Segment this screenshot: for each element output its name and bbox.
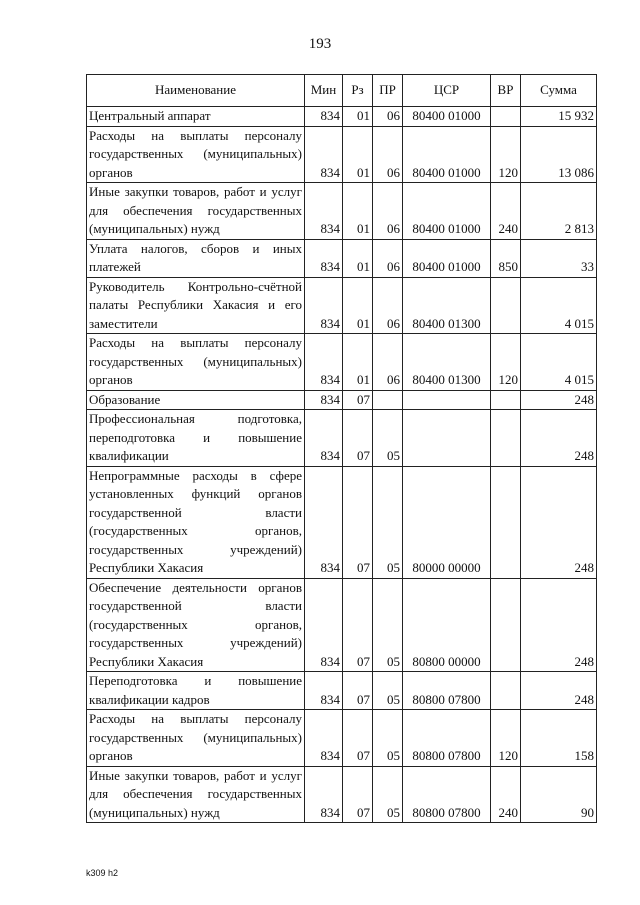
table-row: [87, 390, 597, 410]
cell-sum: 15 932: [521, 107, 597, 127]
cell-min: 834: [305, 410, 343, 467]
cell-csr: 80800 00000: [403, 578, 491, 672]
cell-min: 834: [305, 766, 343, 823]
cell-vr: 850: [491, 239, 521, 277]
cell-name: Переподготовка и повышение квалификации кадров: [87, 672, 305, 710]
cell-pr: 06: [373, 126, 403, 183]
header-name: Наименование: [87, 75, 305, 107]
cell-rz: 01: [343, 334, 373, 391]
cell-vr: [491, 672, 521, 710]
footer-code: k309 h2: [86, 868, 119, 878]
cell-csr: 80400 01300: [403, 334, 491, 391]
cell-vr: 120: [491, 126, 521, 183]
cell-csr: [403, 390, 491, 410]
cell-name: Уплата налогов, сборов и иных платежей: [87, 239, 305, 277]
cell-rz: 07: [343, 390, 373, 410]
cell-pr: 05: [373, 672, 403, 710]
cell-pr: 05: [373, 766, 403, 823]
cell-min: 834: [305, 710, 343, 767]
cell-sum: 13 086: [521, 126, 597, 183]
cell-vr: [491, 277, 521, 334]
cell-pr: 05: [373, 710, 403, 767]
cell-pr: 06: [373, 334, 403, 391]
cell-pr: 06: [373, 183, 403, 240]
cell-name: Расходы на выплаты персоналу государственных (муниципальных) органов: [87, 710, 305, 767]
header-csr: ЦСР: [403, 75, 491, 107]
cell-name: Расходы на выплаты персоналу государственных (муниципальных) органов: [87, 334, 305, 391]
table-row: [87, 334, 597, 391]
cell-csr: 80400 01000: [403, 183, 491, 240]
cell-csr: 80400 01000: [403, 239, 491, 277]
cell-sum: 248: [521, 410, 597, 467]
cell-min: 834: [305, 183, 343, 240]
cell-name: Иные закупки товаров, работ и услуг для обеспечения государственных (муниципальных) нужд: [87, 183, 305, 240]
cell-vr: 120: [491, 334, 521, 391]
cell-min: 834: [305, 466, 343, 578]
cell-vr: [491, 107, 521, 127]
cell-pr: 06: [373, 239, 403, 277]
cell-sum: 248: [521, 672, 597, 710]
cell-rz: 07: [343, 710, 373, 767]
header-min: Мин: [305, 75, 343, 107]
cell-name: Обеспечение деятельности органов государственной власти (государственных органов, государственных учреждений) Республики Хакасия: [87, 578, 305, 672]
cell-min: 834: [305, 390, 343, 410]
header-rz: Рз: [343, 75, 373, 107]
cell-sum: 248: [521, 466, 597, 578]
budget-table: [86, 74, 597, 823]
cell-sum: 158: [521, 710, 597, 767]
table-row: [87, 107, 597, 127]
cell-pr: 05: [373, 410, 403, 467]
cell-name: Расходы на выплаты персоналу государственных (муниципальных) органов: [87, 126, 305, 183]
table-row: [87, 766, 597, 823]
cell-rz: 01: [343, 239, 373, 277]
cell-sum: 4 015: [521, 334, 597, 391]
table-row: [87, 578, 597, 672]
cell-min: 834: [305, 578, 343, 672]
cell-vr: [491, 390, 521, 410]
page-number: 193: [308, 36, 332, 52]
cell-pr: 06: [373, 107, 403, 127]
cell-csr: [403, 410, 491, 467]
cell-csr: 80400 01000: [403, 126, 491, 183]
cell-pr: 05: [373, 466, 403, 578]
table-row: [87, 710, 597, 767]
cell-vr: 120: [491, 710, 521, 767]
cell-csr: 80800 07800: [403, 672, 491, 710]
cell-rz: 01: [343, 107, 373, 127]
cell-rz: 07: [343, 766, 373, 823]
header-pr: ПР: [373, 75, 403, 107]
cell-csr: 80800 07800: [403, 766, 491, 823]
cell-rz: 07: [343, 466, 373, 578]
table-row: [87, 466, 597, 578]
cell-rz: 07: [343, 410, 373, 467]
cell-sum: 33: [521, 239, 597, 277]
cell-min: 834: [305, 239, 343, 277]
cell-name: Профессиональная подготовка, переподготовка и повышение квалификации: [87, 410, 305, 467]
table-row: [87, 239, 597, 277]
header-sum: Сумма: [521, 75, 597, 107]
cell-name: Образование: [87, 390, 305, 410]
header-vr: ВР: [491, 75, 521, 107]
cell-rz: 07: [343, 578, 373, 672]
cell-rz: 07: [343, 672, 373, 710]
table-row: [87, 410, 597, 467]
cell-min: 834: [305, 334, 343, 391]
cell-rz: 01: [343, 126, 373, 183]
cell-pr: 05: [373, 578, 403, 672]
cell-sum: 4 015: [521, 277, 597, 334]
cell-rz: 01: [343, 183, 373, 240]
cell-csr: 80000 00000: [403, 466, 491, 578]
cell-pr: 06: [373, 277, 403, 334]
cell-vr: 240: [491, 183, 521, 240]
table-header-row: [87, 75, 597, 107]
table-row: [87, 183, 597, 240]
cell-min: 834: [305, 672, 343, 710]
table-row: [87, 672, 597, 710]
cell-sum: 2 813: [521, 183, 597, 240]
cell-name: Иные закупки товаров, работ и услуг для обеспечения государственных (муниципальных) нужд: [87, 766, 305, 823]
table-body: [87, 107, 597, 823]
cell-csr: 80400 01300: [403, 277, 491, 334]
cell-csr: 80400 01000: [403, 107, 491, 127]
cell-vr: [491, 410, 521, 467]
cell-name: Непрограммные расходы в сфере установленных функций органов государственной власти (государственных органов, государственных учреждений) Республики Хакасия: [87, 466, 305, 578]
cell-name: Центральный аппарат: [87, 107, 305, 127]
cell-vr: 240: [491, 766, 521, 823]
cell-vr: [491, 578, 521, 672]
cell-min: 834: [305, 277, 343, 334]
cell-rz: 01: [343, 277, 373, 334]
cell-sum: 248: [521, 390, 597, 410]
cell-min: 834: [305, 107, 343, 127]
cell-sum: 90: [521, 766, 597, 823]
cell-pr: [373, 390, 403, 410]
cell-csr: 80800 07800: [403, 710, 491, 767]
cell-sum: 248: [521, 578, 597, 672]
cell-name: Руководитель Контрольно-счётной палаты Республики Хакасия и его заместители: [87, 277, 305, 334]
cell-min: 834: [305, 126, 343, 183]
cell-vr: [491, 466, 521, 578]
table-row: [87, 277, 597, 334]
table-row: [87, 126, 597, 183]
